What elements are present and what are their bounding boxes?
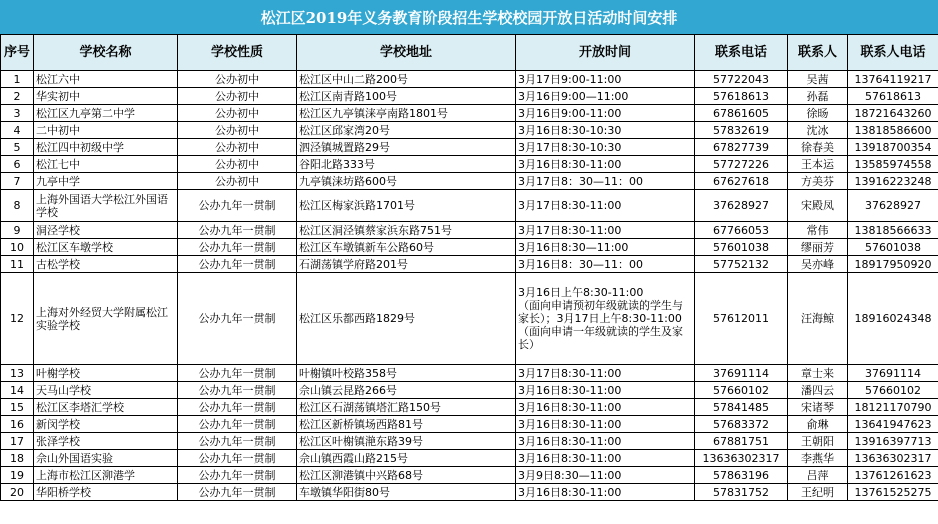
cell-school-type[interactable]: 公办九年一贯制 bbox=[178, 239, 297, 256]
cell-address[interactable]: 泗泾镇城置路29号 bbox=[297, 139, 516, 156]
cell-school-type[interactable]: 公办九年一贯制 bbox=[178, 256, 297, 273]
cell-school-name[interactable]: 松江七中 bbox=[34, 156, 178, 173]
cell-school-type[interactable]: 公办九年一贯制 bbox=[178, 433, 297, 450]
cell-open-time[interactable]: 3月16日8：30—11：00 bbox=[516, 256, 695, 273]
cell-school-name[interactable]: 二中初中 bbox=[34, 122, 178, 139]
header-address[interactable]: 学校地址 bbox=[297, 35, 516, 71]
cell-contact-phone[interactable]: 13916223248 bbox=[848, 173, 938, 190]
cell-contact[interactable]: 孙磊 bbox=[788, 88, 848, 105]
cell-address[interactable]: 佘山镇西霞山路215号 bbox=[297, 450, 516, 467]
cell-contact-phone[interactable]: 18721643260 bbox=[848, 105, 938, 122]
cell-contact[interactable]: 吴亦峰 bbox=[788, 256, 848, 273]
cell-phone[interactable]: 57612011 bbox=[695, 273, 788, 365]
cell-no[interactable]: 13 bbox=[1, 365, 34, 382]
cell-contact[interactable]: 常伟 bbox=[788, 222, 848, 239]
cell-no[interactable]: 6 bbox=[1, 156, 34, 173]
table-row bbox=[1, 139, 938, 156]
cell-phone[interactable]: 67627618 bbox=[695, 173, 788, 190]
cell-open-time[interactable]: 3月16日9:00—11:00 bbox=[516, 88, 695, 105]
cell-open-time[interactable]: 3月16日8:30-11:00 bbox=[516, 416, 695, 433]
cell-school-name[interactable]: 新闵学校 bbox=[34, 416, 178, 433]
cell-address[interactable]: 车墩镇华阳街80号 bbox=[297, 484, 516, 501]
cell-contact[interactable]: 潘四云 bbox=[788, 382, 848, 399]
table-row bbox=[1, 365, 938, 382]
cell-contact-phone[interactable]: 18917950920 bbox=[848, 256, 938, 273]
cell-phone[interactable]: 67881751 bbox=[695, 433, 788, 450]
table-row bbox=[1, 416, 938, 433]
cell-phone[interactable]: 57683372 bbox=[695, 416, 788, 433]
table-row bbox=[1, 190, 938, 222]
cell-contact-phone[interactable]: 57601038 bbox=[848, 239, 938, 256]
cell-contact[interactable]: 宋殿凤 bbox=[788, 190, 848, 222]
cell-school-type[interactable]: 公办初中 bbox=[178, 173, 297, 190]
cell-school-type[interactable]: 公办九年一贯制 bbox=[178, 222, 297, 239]
cell-open-time[interactable]: 3月17日9:00-11:00 bbox=[516, 71, 695, 88]
cell-phone[interactable]: 57618613 bbox=[695, 88, 788, 105]
cell-address[interactable]: 松江区乐都西路1829号 bbox=[297, 273, 516, 365]
cell-contact-phone[interactable]: 37628927 bbox=[848, 190, 938, 222]
cell-school-name[interactable]: 华实初中 bbox=[34, 88, 178, 105]
cell-open-time[interactable]: 3月16日8:30-10:30 bbox=[516, 122, 695, 139]
cell-contact[interactable]: 宋诸琴 bbox=[788, 399, 848, 416]
cell-contact-phone[interactable]: 57660102 bbox=[848, 382, 938, 399]
cell-school-type[interactable]: 公办初中 bbox=[178, 88, 297, 105]
table-row bbox=[1, 399, 938, 416]
header-school-type[interactable]: 学校性质 bbox=[178, 35, 297, 71]
cell-school-type[interactable]: 公办初中 bbox=[178, 156, 297, 173]
cell-no[interactable]: 7 bbox=[1, 173, 34, 190]
cell-contact-phone[interactable]: 37691114 bbox=[848, 365, 938, 382]
cell-school-name[interactable]: 洞泾学校 bbox=[34, 222, 178, 239]
table-row bbox=[1, 450, 938, 467]
cell-open-time[interactable]: 3月17日8:30-10:30 bbox=[516, 139, 695, 156]
cell-contact-phone[interactable]: 13636302317 bbox=[848, 450, 938, 467]
table-row bbox=[1, 88, 938, 105]
cell-open-time[interactable]: 3月17日8：30—11：00 bbox=[516, 173, 695, 190]
cell-contact-phone[interactable]: 13916397713 bbox=[848, 433, 938, 450]
cell-phone[interactable]: 57752132 bbox=[695, 256, 788, 273]
cell-address[interactable]: 松江区洞泾镇蔡家浜东路751号 bbox=[297, 222, 516, 239]
cell-address[interactable]: 佘山镇云昆路266号 bbox=[297, 382, 516, 399]
cell-school-name[interactable]: 上海市松江区泖港学 bbox=[34, 467, 178, 484]
cell-open-time[interactable]: 3月9日8:30—11:00 bbox=[516, 467, 695, 484]
cell-school-type[interactable]: 公办初中 bbox=[178, 71, 297, 88]
cell-contact-phone[interactable]: 57618613 bbox=[848, 88, 938, 105]
cell-open-time[interactable]: 3月17日8:30-11:00 bbox=[516, 222, 695, 239]
cell-open-time[interactable]: 3月16日8:30-11:00 bbox=[516, 484, 695, 501]
cell-school-type[interactable]: 公办九年一贯制 bbox=[178, 273, 297, 365]
cell-no[interactable]: 8 bbox=[1, 190, 34, 222]
cell-open-time[interactable]: 3月16日8:30-11:00 bbox=[516, 156, 695, 173]
header-row bbox=[1, 35, 938, 71]
cell-contact[interactable]: 沈冰 bbox=[788, 122, 848, 139]
cell-open-time[interactable]: 3月16日8:30-11:00 bbox=[516, 399, 695, 416]
cell-open-time[interactable]: 3月16日8:30-11:00 bbox=[516, 450, 695, 467]
cell-school-type[interactable]: 公办九年一贯制 bbox=[178, 467, 297, 484]
cell-school-type[interactable]: 公办九年一贯制 bbox=[178, 416, 297, 433]
cell-no[interactable]: 16 bbox=[1, 416, 34, 433]
cell-school-type[interactable]: 公办初中 bbox=[178, 139, 297, 156]
table-row bbox=[1, 273, 938, 365]
cell-address[interactable]: 松江区新桥镇场西路81号 bbox=[297, 416, 516, 433]
cell-address[interactable]: 九亭镇涞坊路600号 bbox=[297, 173, 516, 190]
table-row bbox=[1, 256, 938, 273]
cell-address[interactable]: 松江区叶榭镇滟东路39号 bbox=[297, 433, 516, 450]
cell-school-type[interactable]: 公办九年一贯制 bbox=[178, 450, 297, 467]
table-row bbox=[1, 173, 938, 190]
cell-address[interactable]: 松江区石湖荡镇塔汇路150号 bbox=[297, 399, 516, 416]
cell-school-name[interactable]: 上海对外经贸大学附属松江实验学校 bbox=[34, 273, 178, 365]
cell-school-name[interactable]: 天马山学校 bbox=[34, 382, 178, 399]
cell-no[interactable]: 5 bbox=[1, 139, 34, 156]
cell-no[interactable]: 18 bbox=[1, 450, 34, 467]
cell-school-name[interactable]: 松江四中初级中学 bbox=[34, 139, 178, 156]
cell-school-name[interactable]: 上海外国语大学松江外国语学校 bbox=[34, 190, 178, 222]
table-row bbox=[1, 467, 938, 484]
cell-contact[interactable]: 徐旸 bbox=[788, 105, 848, 122]
header-phone[interactable]: 联系电话 bbox=[695, 35, 788, 71]
cell-contact-phone[interactable]: 13764119217 bbox=[848, 71, 938, 88]
cell-phone[interactable]: 37691114 bbox=[695, 365, 788, 382]
table-row bbox=[1, 382, 938, 399]
cell-contact[interactable]: 王纪明 bbox=[788, 484, 848, 501]
schedule-table bbox=[0, 34, 938, 501]
cell-contact-phone[interactable]: 13818586600 bbox=[848, 122, 938, 139]
cell-school-type[interactable]: 公办九年一贯制 bbox=[178, 382, 297, 399]
cell-no[interactable]: 2 bbox=[1, 88, 34, 105]
cell-no[interactable]: 3 bbox=[1, 105, 34, 122]
header-no[interactable]: 序号 bbox=[1, 35, 34, 71]
table-row bbox=[1, 156, 938, 173]
cell-school-name[interactable]: 张泽学校 bbox=[34, 433, 178, 450]
cell-school-name[interactable]: 松江区九亭第二中学 bbox=[34, 105, 178, 122]
cell-school-type[interactable]: 公办九年一贯制 bbox=[178, 484, 297, 501]
cell-phone[interactable]: 57660102 bbox=[695, 382, 788, 399]
cell-school-name[interactable]: 松江区李塔汇学校 bbox=[34, 399, 178, 416]
cell-contact[interactable]: 王朝阳 bbox=[788, 433, 848, 450]
table-row bbox=[1, 105, 938, 122]
cell-contact[interactable]: 汪海鲸 bbox=[788, 273, 848, 365]
cell-school-name[interactable]: 华阳桥学校 bbox=[34, 484, 178, 501]
table-row bbox=[1, 433, 938, 450]
cell-address[interactable]: 松江区南青路100号 bbox=[297, 88, 516, 105]
table-row bbox=[1, 222, 938, 239]
cell-contact-phone[interactable]: 13761261623 bbox=[848, 467, 938, 484]
cell-contact-phone[interactable]: 13918700354 bbox=[848, 139, 938, 156]
cell-school-name[interactable]: 松江六中 bbox=[34, 71, 178, 88]
cell-no[interactable]: 19 bbox=[1, 467, 34, 484]
cell-no[interactable]: 17 bbox=[1, 433, 34, 450]
table-row bbox=[1, 122, 938, 139]
cell-school-type[interactable]: 公办初中 bbox=[178, 122, 297, 139]
table-row bbox=[1, 71, 938, 88]
cell-school-name[interactable]: 九亭中学 bbox=[34, 173, 178, 190]
cell-open-time[interactable]: 3月16日8:30-11:00 bbox=[516, 433, 695, 450]
cell-address[interactable]: 松江区邱家湾20号 bbox=[297, 122, 516, 139]
cell-school-type[interactable]: 公办九年一贯制 bbox=[178, 365, 297, 382]
cell-contact-phone[interactable]: 13585974558 bbox=[848, 156, 938, 173]
cell-contact[interactable]: 章士来 bbox=[788, 365, 848, 382]
cell-contact[interactable]: 吴茜 bbox=[788, 71, 848, 88]
header-contact[interactable]: 联系人 bbox=[788, 35, 848, 71]
cell-contact-phone[interactable]: 13818566633 bbox=[848, 222, 938, 239]
cell-phone[interactable]: 67827739 bbox=[695, 139, 788, 156]
cell-no[interactable]: 20 bbox=[1, 484, 34, 501]
cell-open-time[interactable]: 3月17日8:30-11:00 bbox=[516, 365, 695, 382]
cell-address[interactable]: 松江区梅家浜路1701号 bbox=[297, 190, 516, 222]
cell-phone[interactable]: 57832619 bbox=[695, 122, 788, 139]
cell-address[interactable]: 松江区九亭镇涞亭南路1801号 bbox=[297, 105, 516, 122]
cell-phone[interactable]: 67861605 bbox=[695, 105, 788, 122]
cell-contact-phone[interactable]: 18916024348 bbox=[848, 273, 938, 365]
cell-address[interactable]: 石湖荡镇学府路201号 bbox=[297, 256, 516, 273]
cell-no[interactable]: 1 bbox=[1, 71, 34, 88]
cell-phone[interactable]: 57831752 bbox=[695, 484, 788, 501]
cell-school-type[interactable]: 公办九年一贯制 bbox=[178, 190, 297, 222]
header-contact-phone[interactable]: 联系人电话 bbox=[848, 35, 938, 71]
cell-no[interactable]: 15 bbox=[1, 399, 34, 416]
cell-school-type[interactable]: 公办九年一贯制 bbox=[178, 399, 297, 416]
cell-phone[interactable]: 13636302317 bbox=[695, 450, 788, 467]
cell-contact[interactable]: 王本运 bbox=[788, 156, 848, 173]
cell-no[interactable]: 10 bbox=[1, 239, 34, 256]
cell-contact[interactable]: 缪丽芳 bbox=[788, 239, 848, 256]
cell-open-time[interactable]: 3月16日9:00-11:00 bbox=[516, 105, 695, 122]
cell-no[interactable]: 4 bbox=[1, 122, 34, 139]
cell-open-time[interactable]: 3月16日8:30—11:00 bbox=[516, 239, 695, 256]
cell-contact[interactable]: 李燕华 bbox=[788, 450, 848, 467]
cell-contact[interactable]: 徐春美 bbox=[788, 139, 848, 156]
cell-contact-phone[interactable]: 13641947623 bbox=[848, 416, 938, 433]
cell-school-name[interactable]: 佘山外国语实验 bbox=[34, 450, 178, 467]
cell-phone[interactable]: 57841485 bbox=[695, 399, 788, 416]
cell-phone[interactable]: 57601038 bbox=[695, 239, 788, 256]
header-school-name[interactable]: 学校名称 bbox=[34, 35, 178, 71]
cell-open-time[interactable]: 3月17日8:30-11:00 bbox=[516, 190, 695, 222]
cell-no[interactable]: 14 bbox=[1, 382, 34, 399]
cell-address[interactable]: 松江区中山二路200号 bbox=[297, 71, 516, 88]
header-open-time[interactable]: 开放时间 bbox=[516, 35, 695, 71]
cell-phone[interactable]: 57863196 bbox=[695, 467, 788, 484]
cell-school-name[interactable]: 叶榭学校 bbox=[34, 365, 178, 382]
cell-phone[interactable]: 57722043 bbox=[695, 71, 788, 88]
cell-phone[interactable]: 37628927 bbox=[695, 190, 788, 222]
table-row bbox=[1, 484, 938, 501]
cell-address[interactable]: 松江区车墩镇新车公路60号 bbox=[297, 239, 516, 256]
cell-school-type[interactable]: 公办初中 bbox=[178, 105, 297, 122]
cell-contact[interactable]: 俞琳 bbox=[788, 416, 848, 433]
cell-no[interactable]: 11 bbox=[1, 256, 34, 273]
table-row bbox=[1, 239, 938, 256]
cell-contact[interactable]: 吕萍 bbox=[788, 467, 848, 484]
cell-phone[interactable]: 57727226 bbox=[695, 156, 788, 173]
cell-school-name[interactable]: 古松学校 bbox=[34, 256, 178, 273]
cell-open-time[interactable]: 3月16日上午8:30-11:00 （面向申请预初年级就读的学生与家长）；3月17日上午8:30-11:00（面向申请一年级就读的学生及家长） bbox=[516, 273, 695, 365]
cell-address[interactable]: 叶榭镇叶校路358号 bbox=[297, 365, 516, 382]
cell-address[interactable]: 谷阳北路333号 bbox=[297, 156, 516, 173]
cell-phone[interactable]: 67766053 bbox=[695, 222, 788, 239]
cell-school-name[interactable]: 松江区车墩学校 bbox=[34, 239, 178, 256]
sheet-title: 松江区2019年义务教育阶段招生学校校园开放日活动时间安排 bbox=[0, 0, 938, 34]
cell-contact-phone[interactable]: 13761525275 bbox=[848, 484, 938, 501]
cell-address[interactable]: 松江区泖港镇中兴路68号 bbox=[297, 467, 516, 484]
cell-no[interactable]: 9 bbox=[1, 222, 34, 239]
cell-contact[interactable]: 方美芬 bbox=[788, 173, 848, 190]
cell-no[interactable]: 12 bbox=[1, 273, 34, 365]
cell-open-time[interactable]: 3月16日8:30-11:00 bbox=[516, 382, 695, 399]
cell-contact-phone[interactable]: 18121170790 bbox=[848, 399, 938, 416]
